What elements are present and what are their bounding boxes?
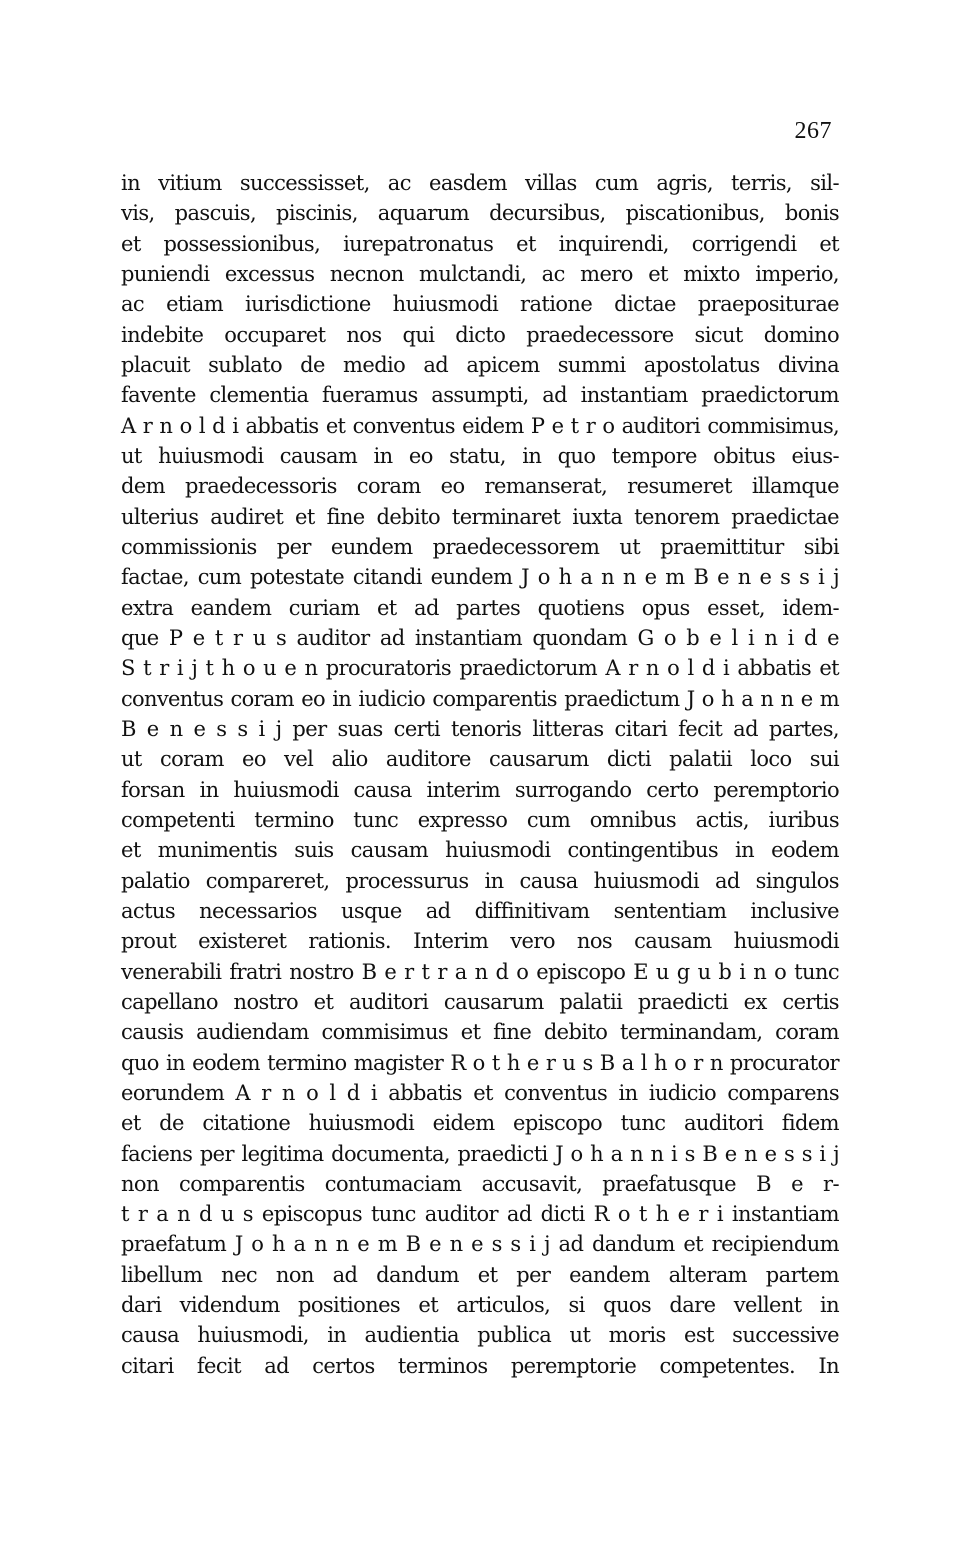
text-line: citari fecit ad certos terminos peremptorie competentes. In xyxy=(121,1353,839,1378)
text-line: causis audiendam commisimus et fine debito terminandam, coram xyxy=(121,1020,839,1045)
text-line: competenti termino tunc expresso cum omnibus actis, iuribus xyxy=(121,807,839,832)
page-number: 267 xyxy=(794,118,832,144)
text-line: indebite occuparet nos qui dicto praedecessore sicut domino xyxy=(121,322,839,347)
text-line: prout existeret rationis. Interim vero nos causam huiusmodi xyxy=(121,929,839,954)
text-line: ac etiam iurisdictione huiusmodi ratione dictae praepositurae xyxy=(121,292,839,317)
text-line: favente clementia fueramus assumpti, ad instantiam praedictorum xyxy=(121,383,839,408)
body-text xyxy=(121,168,839,1381)
text-line: eorundem A r n o l d i abbatis et conventus in iudicio comparens xyxy=(121,1080,839,1105)
text-line: causa huiusmodi, in audientia publica ut moris est successive xyxy=(121,1323,839,1348)
text-line: puniendi excessus necnon mulctandi, ac mero et mixto imperio, xyxy=(121,261,839,286)
text-line: et de citatione huiusmodi eidem episcopo tunc auditori fidem xyxy=(121,1111,839,1136)
text-line: praefatum J o h a n n e m B e n e s s i j ad dandum et recipiendum xyxy=(121,1232,839,1257)
text-line: dari videndum positiones et articulos, si quos dare vellent in xyxy=(121,1293,839,1318)
text-line: capellano nostro et auditori causarum palatii praedicti ex certis xyxy=(121,989,839,1014)
text-line: commissionis per eundem praedecessorem ut praemittitur sibi xyxy=(121,534,839,559)
text-line: extra eandem curiam et ad partes quotiens opus esset, idem- xyxy=(121,595,839,620)
text-line: ut huiusmodi causam in eo statu, in quo tempore obitus eius- xyxy=(121,443,839,468)
text-line: factae, cum potestate citandi eundem J o h a n n e m B e n e s s i j xyxy=(121,565,839,590)
text-line: t r a n d u s episcopus tunc auditor ad dicti R o t h e r i instantiam xyxy=(121,1202,839,1227)
text-line: quo in eodem termino magister R o t h e r u s B a l h o r n procurator xyxy=(121,1050,839,1075)
text-line: palatio compareret, processurus in causa huiusmodi ad singulos xyxy=(121,868,839,893)
text-line: dem praedecessoris coram eo remanserat, resumeret illamque xyxy=(121,474,839,499)
text-line: libellum nec non ad dandum et per eandem alteram partem xyxy=(121,1262,839,1287)
text-line: et munimentis suis causam huiusmodi contingentibus in eodem xyxy=(121,838,839,863)
text-line: placuit sublato de medio ad apicem summi apostolatus divina xyxy=(121,352,839,377)
text-line: faciens per legitima documenta, praedicti J o h a n n i s B e n e s s i j xyxy=(121,1141,839,1166)
text-line: A r n o l d i abbatis et conventus eidem P e t r o auditori commisimus, xyxy=(121,413,839,438)
text-line: vis, pascuis, piscinis, aquarum decursibus, piscationibus, bonis xyxy=(121,201,839,226)
text-line: ulterius audiret et fine debito terminaret iuxta tenorem praedictae xyxy=(121,504,839,529)
text-line: non comparentis contumaciam accusavit, praefatusque B e r- xyxy=(121,1171,839,1196)
text-line: ut coram eo vel alio auditore causarum dicti palatii loco sui xyxy=(121,747,839,772)
text-line: forsan in huiusmodi causa interim surrogando certo peremptorio xyxy=(121,777,839,802)
text-line: actus necessarios usque ad diffinitivam sententiam inclusive xyxy=(121,898,839,923)
text-line: venerabili fratri nostro B e r t r a n d o episcopo E u g u b i n o tunc xyxy=(121,959,839,984)
text-line: conventus coram eo in iudicio comparentis praedictum J o h a n n e m xyxy=(121,686,839,711)
text-line: et possessionibus, iurepatronatus et inquirendi, corrigendi et xyxy=(121,231,839,256)
text-line: B e n e s s i j per suas certi tenoris litteras citari fecit ad partes, xyxy=(121,716,839,741)
text-line: in vitium successisset, ac easdem villas cum agris, terris, sil- xyxy=(121,171,839,195)
text-line: que P e t r u s auditor ad instantiam quondam G o b e l i n i d e xyxy=(121,625,839,650)
text-line: S t r i j t h o u e n procuratoris praedictorum A r n o l d i abbatis et xyxy=(121,656,839,681)
